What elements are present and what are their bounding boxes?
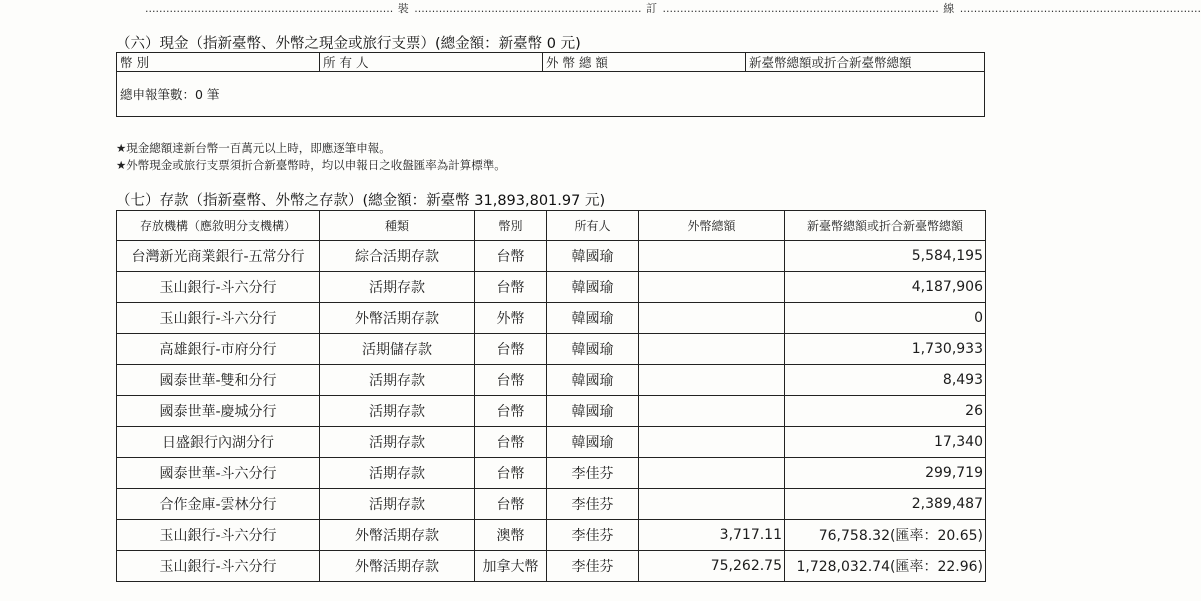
deposit-institution: 玉山銀行-斗六分行: [117, 303, 320, 334]
deposit-foreign-total: [639, 365, 785, 396]
deposit-twd-total: 8,493: [785, 365, 986, 396]
deposit-type: 活期存款: [320, 427, 475, 458]
deposit-currency: 外幣: [475, 303, 547, 334]
deposit-currency: 台幣: [475, 272, 547, 303]
deposit-owner: 李佳芬: [547, 520, 639, 551]
header-type: 種類: [320, 211, 475, 241]
deposit-foreign-total: [639, 303, 785, 334]
deposit-currency: 澳幣: [475, 520, 547, 551]
table-row: [117, 551, 986, 582]
deposit-foreign-total: [639, 458, 785, 489]
deposit-twd-total: 1,728,032.74(匯率：22.96): [785, 551, 986, 582]
table-row: [117, 365, 986, 396]
deposit-type: 外幣活期存款: [320, 520, 475, 551]
header-owner: 所有人: [547, 211, 639, 241]
cash-header-twd-total: 新臺幣總額或折合新臺幣總額: [746, 53, 985, 72]
deposit-institution: 國泰世華-斗六分行: [117, 458, 320, 489]
header-foreign-total: 外幣總額: [639, 211, 785, 241]
deposit-institution: 高雄銀行-市府分行: [117, 334, 320, 365]
deposit-twd-total: 26: [785, 396, 986, 427]
deposit-type: 活期存款: [320, 396, 475, 427]
deposit-currency: 台幣: [475, 458, 547, 489]
table-row: [117, 427, 986, 458]
deposit-type: 活期存款: [320, 272, 475, 303]
deposit-institution: 玉山銀行-斗六分行: [117, 520, 320, 551]
deposit-currency: 加拿大幣: [475, 551, 547, 582]
table-row: [117, 303, 986, 334]
deposit-twd-total: 76,758.32(匯率：20.65): [785, 520, 986, 551]
table-row: [117, 489, 986, 520]
deposit-institution: 玉山銀行-斗六分行: [117, 551, 320, 582]
cash-header-foreign-total: 外 幣 總 額: [543, 53, 746, 72]
cash-table-header: [117, 53, 985, 72]
binding-mark-ding: 訂: [646, 2, 659, 15]
cash-table: [116, 52, 985, 117]
binding-mark-zhuang: 裝: [397, 2, 410, 15]
deposit-owner: 韓國瑜: [547, 427, 639, 458]
deposit-currency: 台幣: [475, 427, 547, 458]
deposit-owner: 韓國瑜: [547, 241, 639, 272]
deposit-twd-total: 17,340: [785, 427, 986, 458]
deposit-institution: 台灣新光商業銀行-五常分行: [117, 241, 320, 272]
deposit-type: 活期儲存款: [320, 334, 475, 365]
deposit-foreign-total: [639, 427, 785, 458]
deposit-foreign-total: [639, 396, 785, 427]
binding-line: ....................................................................... 裝 ................................................................. 訂 ............................................................................... 線 .....................................................................: [145, 2, 1201, 15]
deposit-twd-total: 4,187,906: [785, 272, 986, 303]
deposit-currency: 台幣: [475, 489, 547, 520]
deposit-foreign-total: [639, 334, 785, 365]
notes: [116, 140, 506, 174]
table-row: [117, 334, 986, 365]
deposit-owner: 韓國瑜: [547, 303, 639, 334]
deposit-type: 活期存款: [320, 365, 475, 396]
deposit-owner: 韓國瑜: [547, 396, 639, 427]
table-row: [117, 520, 986, 551]
note-item: ★外幣現金或旅行支票須折合新臺幣時，均以申報日之收盤匯率為計算標準。: [116, 158, 506, 172]
cash-section-title: （六）現金（指新臺幣、外幣之現金或旅行支票）(總金額：新臺幣 0 元): [116, 36, 581, 52]
deposit-foreign-total: 75,262.75: [639, 551, 785, 582]
cash-total-count: 總申報筆數：0 筆: [117, 72, 985, 117]
deposit-currency: 台幣: [475, 365, 547, 396]
deposit-owner: 李佳芬: [547, 458, 639, 489]
deposit-owner: 韓國瑜: [547, 272, 639, 303]
cash-header-currency: 幣 別: [117, 53, 320, 72]
deposit-currency: 台幣: [475, 241, 547, 272]
deposit-twd-total: 0: [785, 303, 986, 334]
cash-header-owner: 所 有 人: [320, 53, 543, 72]
deposit-foreign-total: [639, 489, 785, 520]
deposit-twd-total: 5,584,195: [785, 241, 986, 272]
deposit-section-title: （七）存款（指新臺幣、外幣之存款）(總金額：新臺幣 31,893,801.97 元): [116, 193, 606, 209]
deposit-institution: 玉山銀行-斗六分行: [117, 272, 320, 303]
header-twd-total: 新臺幣總額或折合新臺幣總額: [785, 211, 986, 241]
deposit-type: 綜合活期存款: [320, 241, 475, 272]
deposit-owner: 李佳芬: [547, 489, 639, 520]
deposit-twd-total: 299,719: [785, 458, 986, 489]
deposit-institution: 日盛銀行內湖分行: [117, 427, 320, 458]
table-row: [117, 396, 986, 427]
deposit-institution: 國泰世華-慶城分行: [117, 396, 320, 427]
cash-total-row: [117, 72, 985, 117]
deposit-institution: 國泰世華-雙和分行: [117, 365, 320, 396]
deposit-table: [116, 210, 986, 582]
deposit-type: 活期存款: [320, 458, 475, 489]
deposit-owner: 李佳芬: [547, 551, 639, 582]
deposit-owner: 韓國瑜: [547, 334, 639, 365]
deposit-type: 外幣活期存款: [320, 303, 475, 334]
header-currency: 幣別: [475, 211, 547, 241]
deposit-owner: 韓國瑜: [547, 365, 639, 396]
deposit-type: 外幣活期存款: [320, 551, 475, 582]
binding-mark-xian: 線: [943, 2, 956, 15]
deposit-twd-total: 2,389,487: [785, 489, 986, 520]
table-row: [117, 241, 986, 272]
header-institution: 存放機構（應敘明分支機構）: [117, 211, 320, 241]
deposit-currency: 台幣: [475, 334, 547, 365]
deposit-table-header: [117, 211, 986, 241]
deposit-foreign-total: [639, 241, 785, 272]
deposit-foreign-total: [639, 272, 785, 303]
deposit-institution: 合作金庫-雲林分行: [117, 489, 320, 520]
deposit-twd-total: 1,730,933: [785, 334, 986, 365]
deposit-currency: 台幣: [475, 396, 547, 427]
deposit-type: 活期存款: [320, 489, 475, 520]
table-row: [117, 272, 986, 303]
note-item: ★現金總額達新台幣一百萬元以上時，即應逐筆申報。: [116, 141, 391, 155]
table-row: [117, 458, 986, 489]
deposit-foreign-total: 3,717.11: [639, 520, 785, 551]
